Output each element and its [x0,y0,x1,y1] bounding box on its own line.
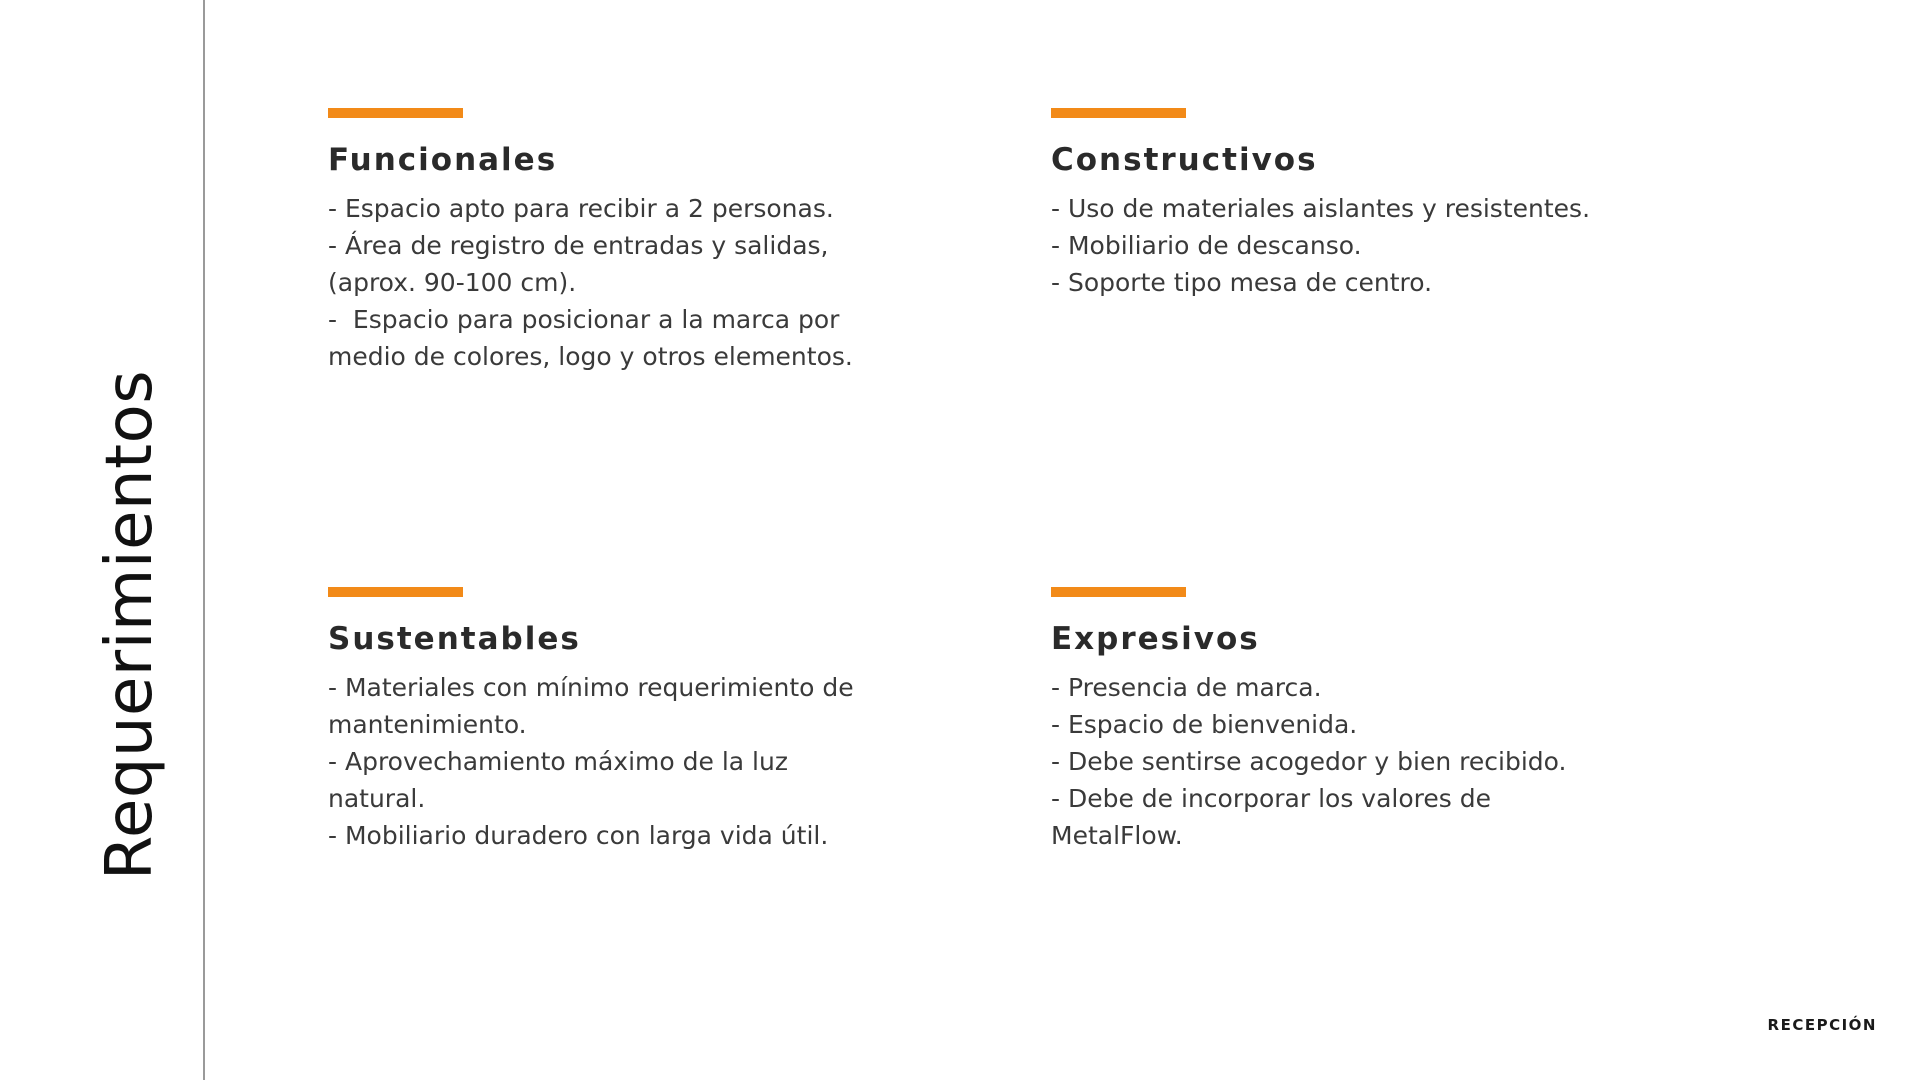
section-body [328,669,948,854]
section-constructivos [1051,108,1671,301]
section-body [1051,190,1671,301]
body-line: - Materiales con mínimo requerimiento de [328,673,854,702]
body-line: MetalFlow. [1051,821,1183,850]
accent-bar [1051,108,1186,118]
body-line: - Mobiliario duradero con larga vida útil. [328,821,829,850]
body-line: - Espacio para posicionar a la marca por [328,305,840,334]
body-line: - Soporte tipo mesa de centro. [1051,268,1433,297]
body-line: - Debe de incorporar los valores de [1051,784,1491,813]
body-line: - Espacio apto para recibir a 2 personas. [328,194,834,223]
body-line: (aprox. 90-100 cm). [328,268,577,297]
body-line: - Presencia de marca. [1051,673,1322,702]
page-title: Requerimientos [93,369,167,881]
body-line: mantenimiento. [328,710,527,739]
section-title: Expresivos [1051,621,1260,657]
accent-bar [1051,587,1186,597]
section-title: Sustentables [328,621,581,657]
section-body [1051,669,1671,854]
body-line: - Debe sentirse acogedor y bien recibido. [1051,747,1567,776]
body-line: - Aprovechamiento máximo de la luz [328,747,788,776]
body-line: medio de colores, logo y otros elementos. [328,342,853,371]
section-body [328,190,948,375]
section-funcionales [328,108,948,375]
vertical-divider [203,0,205,1080]
section-title: Funcionales [328,142,558,178]
section-title: Constructivos [1051,142,1318,178]
section-sustentables [328,587,948,854]
section-expresivos [1051,587,1671,854]
body-line: natural. [328,784,426,813]
accent-bar [328,108,463,118]
body-line: - Área de registro de entradas y salidas, [328,231,829,260]
body-line: - Mobiliario de descanso. [1051,231,1362,260]
body-line: - Uso de materiales aislantes y resistentes. [1051,194,1591,223]
body-line: - Espacio de bienvenida. [1051,710,1358,739]
accent-bar [328,587,463,597]
footer-section-label: RECEPCIÓN [1767,1016,1877,1034]
